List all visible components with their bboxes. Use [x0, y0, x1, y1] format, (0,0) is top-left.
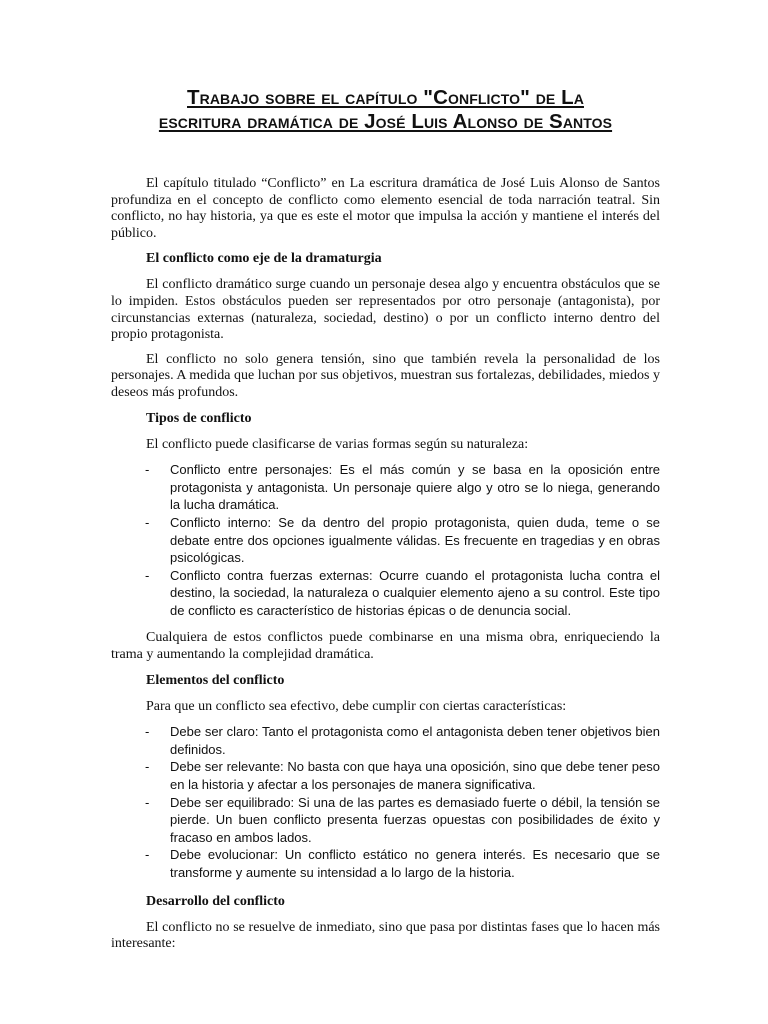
section-heading-eje: El conflicto como eje de la dramaturgia [146, 251, 382, 267]
list-dash: - [145, 567, 150, 583]
paragraph-elementos-intro: Para que un conflicto sea efectivo, debe cumplir con ciertas características: [146, 698, 567, 714]
list-item [111, 758, 660, 793]
section-heading-tipos: Tipos de conflicto [146, 410, 252, 426]
paragraph-desarrollo-1: El conflicto no se resuelve de inmediato, sino que pasa por distintas fases que lo hacen más interesante: [111, 919, 660, 952]
list-tipos [111, 461, 660, 619]
list-item-text: Conflicto entre personajes: Es el más común y se basa en la oposición entre protagonista y antagonista. Un personaje quiere algo y otro se lo niega, generando la lucha dramática. [170, 462, 660, 513]
paragraph-eje-1: El conflicto dramático surge cuando un personaje desea algo y encuentra obstáculos que se lo impiden. Estos obstáculos pueden ser representados por otro personaje (antagonista), por circunstancias externas (naturaleza, sociedad, destino) o por un conflicto interno dentro del propio protagonista. [111, 277, 660, 343]
paragraph-tipos-intro: El conflicto puede clasificarse de varias formas según su naturaleza: [146, 436, 529, 452]
list-dash: - [145, 847, 150, 863]
list-item-text: Conflicto contra fuerzas externas: Ocurre cuando el protagonista lucha contra el destino, la sociedad, la naturaleza o cualquier elemento ajeno a su control. Este tipo de conflicto es característico de historias épicas o de denuncia social. [170, 567, 660, 618]
list-elementos [111, 723, 660, 881]
list-dash: - [145, 724, 150, 740]
paragraph-tipos-after: Cualquiera de estos conflictos puede combinarse en una misma obra, enriqueciendo la trama y aumentando la complejidad dramática. [111, 630, 660, 663]
paragraph-eje-2: El conflicto no solo genera tensión, sino que también revela la personalidad de los personajes. A medida que luchan por sus objetivos, muestran sus fortalezas, debilidades, miedos y deseos más profundos. [111, 351, 660, 400]
title-line-1: Trabajo sobre el capítulo "Conflicto" de La [187, 86, 584, 109]
list-item [111, 514, 660, 567]
list-item [111, 461, 660, 514]
list-item-text: Debe evolucionar: Un conflicto estático no genera interés. Es necesario que se transforme y aumente su intensidad a lo largo de la historia. [170, 847, 660, 880]
list-item-text: Debe ser equilibrado: Si una de las partes es demasiado fuerte o débil, la tensión se pierde. Un buen conflicto presenta fuerzas opuestas con posibilidades de éxito y fracaso en ambos lados. [170, 794, 660, 845]
list-dash: - [145, 514, 150, 530]
list-item [111, 794, 660, 847]
document-title [111, 86, 660, 134]
section-heading-elementos: Elementos del conflicto [146, 672, 285, 688]
list-dash: - [145, 462, 150, 478]
list-dash: - [145, 759, 150, 775]
document-body [111, 176, 660, 953]
title-line-2: escritura dramática de José Luis Alonso de Santos [158, 110, 613, 133]
intro-paragraph: El capítulo titulado “Conflicto” en La escritura dramática de José Luis Alonso de Santos profundiza en el concepto de conflicto como elemento esencial de toda narración teatral. Sin conflicto, no hay historia, ya que es este el motor que impulsa la acción y mantiene el interés del público. [111, 176, 660, 241]
list-item [111, 846, 660, 881]
list-item [111, 567, 660, 620]
list-item-text: Debe ser claro: Tanto el protagonista como el antagonista deben tener objetivos bien definidos. [170, 724, 660, 757]
list-item-text: Debe ser relevante: No basta con que haya una oposición, sino que debe tener peso en la historia y afectar a los personajes de manera significativa. [170, 759, 660, 793]
section-heading-desarrollo: Desarrollo del conflicto [146, 893, 285, 909]
list-item-text: Conflicto interno: Se da dentro del propio protagonista, quien duda, teme o se debate entre dos opciones igualmente válidas. Es frecuente en tragedias y en obras psicológicas. [170, 514, 660, 566]
list-dash: - [145, 794, 150, 810]
list-item [111, 723, 660, 758]
